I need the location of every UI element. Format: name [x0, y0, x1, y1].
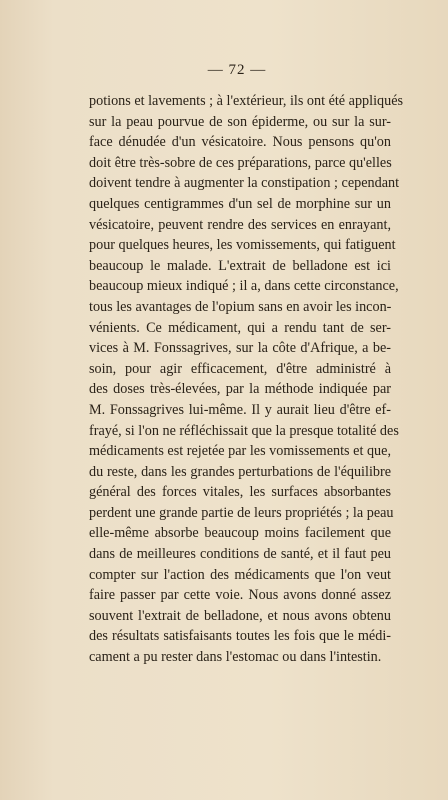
text-line: elle-même absorbe beaucoup moins facilement que — [89, 525, 391, 542]
text-line: tous les avantages de l'opium sans en avoir les incon- — [89, 298, 392, 315]
text-line: doit être très-sobre de ces préparations, parce qu'elles — [89, 154, 392, 171]
text-line: quelques centigrammes d'un sel de morphine sur un — [89, 195, 391, 212]
text-line: doivent tendre à augmenter la constipation ; cependant — [89, 175, 400, 192]
text-line: cament a pu rester dans l'estomac ou dans l'intestin. — [89, 649, 382, 666]
text-line: compter sur l'action des médicaments que l'on veut — [89, 566, 391, 583]
text-line: médicaments est rejetée par les vomissements et que, — [89, 443, 391, 460]
text-line: général des forces vitales, les surfaces absorbantes — [89, 484, 391, 501]
page-number: — 72 — — [207, 62, 267, 78]
body-text — [89, 91, 404, 668]
text-line: faire passer par cette voie. Nous avons donné assez — [89, 587, 391, 604]
text-line: vésicatoire, peuvent rendre des services en enrayant, — [89, 216, 391, 233]
text-line: souvent l'extrait de belladone, et nous avons obtenu — [89, 607, 391, 624]
text-line: face dénudée d'un vésicatoire. Nous pensons qu'on — [89, 134, 391, 151]
text-line: perdent une grande partie de leurs propriétés ; la peau — [89, 504, 394, 521]
text-line: frayé, si l'on ne réfléchissait que la presque totalité des — [89, 422, 399, 439]
text-line: beaucoup le malade. L'extrait de belladone est ici — [89, 257, 391, 274]
text-line: du reste, dans les grandes perturbations de l'équilibre — [89, 463, 391, 480]
text-line: sur la peau pourvue de son épiderme, ou sur la sur- — [89, 113, 391, 130]
text-line: M. Fonssagrives lui-même. Il y aurait lieu d'être ef- — [89, 401, 391, 418]
text-line: potions et lavements ; à l'extérieur, ils ont été appliqués — [89, 93, 404, 109]
text-line: des résultats satisfaisants toutes les fois que le médi- — [89, 628, 391, 645]
text-line: soin, pour agir efficacement, d'être administré à — [89, 360, 391, 377]
text-line: beaucoup mieux indiqué ; il a, dans cette circonstance, — [89, 278, 399, 295]
text-line: vénients. Ce médicament, qui a rendu tant de ser- — [89, 319, 391, 336]
text-line: dans de meilleures conditions de santé, et il faut peu — [89, 546, 391, 563]
text-line: pour quelques heures, les vomissements, qui fatiguent — [89, 237, 396, 254]
text-line: des doses très-élevées, par la méthode indiquée par — [89, 381, 391, 398]
text-line: vices à M. Fonssagrives, sur la côte d'Afrique, a be- — [89, 340, 391, 357]
